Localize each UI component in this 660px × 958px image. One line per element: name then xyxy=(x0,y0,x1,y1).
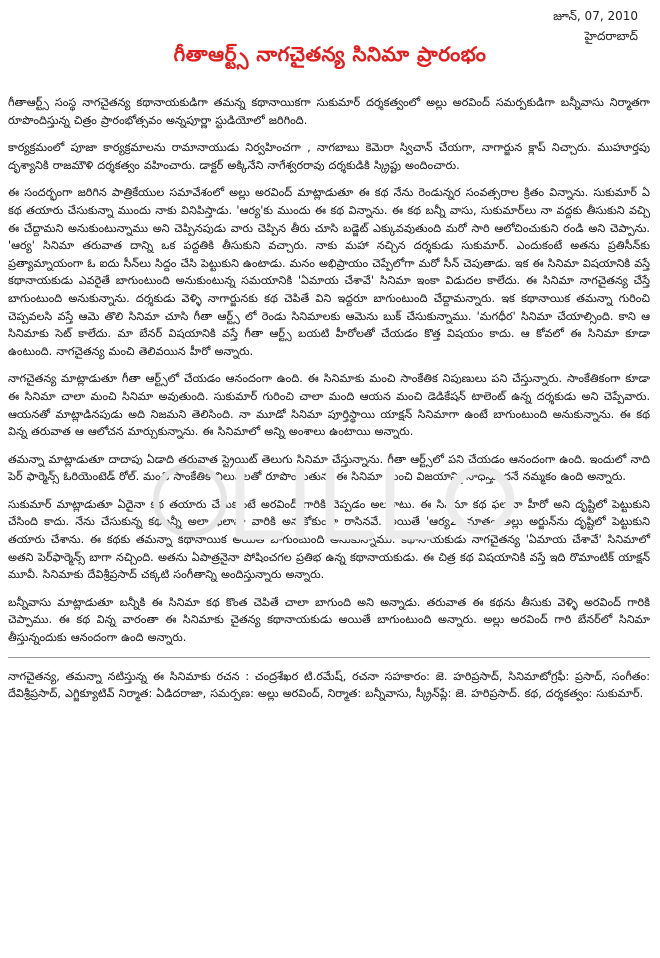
article-title: గీతాఆర్ట్స్ నాగచైతన్య సినిమా ప్రారంభం xyxy=(173,42,487,66)
paragraph-7: బన్నీవాసు మాట్లాడుతూ బన్నీకి ఈ సినిమా కథ కొంత చెపితే చాలా బాగుంది అని అన్నాడు. తరువాత ఈ కథను తీసుకు వెళ్ళి అరవింద్ గారికి చెప్పాము. ఈ కథ విన్న వారంతా ఈ సినిమాకు చైతన్య కథానాయకుడు అయితే బాగుంటుంది అన్నారు. అల్లు అరవింద్ గారి బేనర్‌లో సినిమా తీస్తున్నందుకు ఆనందంగా ఉంది అన్నారు. xyxy=(8,595,650,645)
paragraph-6: సుకుమార్ మాట్లాడుతూ ఏదైనా కథ తయారు చేసుకుంటే అరవింద్ గారికి చెప్పడం అలవాటు. ఈ సినిమా కథ ఫలానా హీరో అని దృష్టిలో పెట్టుకుని చేసింది కాదు. నేను చేసుకున్న కథలన్నీ అలా ఫలానా వారికి అనుకోకుండా రాసినవే. అయితే 'ఆర్య2' మాత్రం అల్లు అర్జున్‌ను దృష్టిలో పెట్టుకుని తయారు చేశాను. ఈ కథకు తమన్నా కథానాయిక అయితే బాగుంటుంది అనుకున్నాము. కథానాయకుడు నాగచైతన్య 'ఏమాయ చేశావే' సినిమాలో అతని పెర్‌ఫార్మెన్స్ బాగా నచ్చింది. అతను ఏపాత్రనైనా పోషించగల ప్రతిభ ఉన్న కథానాయకుడు. ఈ చిత్ర కథ విషయానికి వస్తే ఇది రొమాంటిక్ యాక్షన్ మూవీ. సినిమాకు దేవిశ్రీప్రసాద్ చక్కటి సంగీతాన్ని అందిస్తున్నారు అన్నారు. xyxy=(8,497,650,582)
credits-paragraph: నాగచైతన్య, తమన్నా నటిస్తున్న ఈ సినిమాకు రచన : చంద్రశేఖర టి.రమేష్, రచనా సహకారం: జె. హరిప్రసాద్, సినిమాటోగ్రఫీ: ప్రసాద్, సంగీతం: దేవిశ్రీప్రసాద్, ఎగ్జిక్యూటివ్ నిర్మాత: ఏడిదరాజా, సమర్పణ: అల్లు అరవింద్, నిర్మాత: బన్నీవాసు, స్క్రీన్‌ప్లే: జె. హరిప్రసాద్. కథ, దర్శకత్వం: సుకుమార్. xyxy=(8,669,650,701)
credits-divider xyxy=(8,657,650,658)
article-body xyxy=(8,94,650,713)
paragraph-2: కార్యక్రమంలో పూజా కార్యక్రమాలను రామానాయుడు నిర్వహించగా , నాగబాబు కెమెరా స్విచాన్ చేయగా, నాగార్జున క్లాప్ నిచ్చారు. ముహూర్తపు దృశ్యానికి రాజమౌళి దర్శకత్వం వహించారు. డాక్టర్ అక్కినేని నాగేశ్వరరావు దర్శకుడికి స్క్రిప్టు అందించారు. xyxy=(8,141,650,172)
paragraph-4: నాగచైతన్య మాట్లాడుతూ గీతా ఆర్ట్స్‌లో చేయడం ఆనందంగా ఉంది. ఈ సినిమాకు మంచి సాంకేతిక నిపుణులు పని చేస్తున్నారు. సాంకేతికంగా కూడా ఈ సినిమా చాలా మంచి సినిమా అవుతుంది. సుకుమార్ గురించి చాలా మంది ఆయన మంచి డెడికేషన్ టాలెంట్ ఉన్న దర్శకుడు అని చెప్పేవారు. ఆయనతో మాట్లాడినపుడు అది నిజమని తెలిసింది. నా మూడో సినిమా పూర్తిస్థాయి యాక్షన్ సినిమాగా ఉంటే బాగుంటుంది అనుకున్నాను. ఈ కథ విన్న తరువాత ఆ ఆలోచన మార్చుకున్నాను. ఈ సినిమాలో అన్ని అంశాలు ఉంటాయి అన్నారు. xyxy=(8,372,650,439)
article-date: జూన్, 07, 2010 xyxy=(553,9,638,23)
paragraph-5: తమన్నా మాట్లాడుతూ దాదాపు ఏడాది తరువాత స్ట్రెయిట్ తెలుగు సినిమా చేస్తున్నాను. గీతా ఆర్ట్స్‌లో పని చేయడం ఆనందంగా ఉంది. ఇందులో నాది పెర్ ఫార్మెన్స్ ఓరియెంటెడ్ రోల్. మంచి సాంకేతిక విలువలతో రూపొందుతున్న ఈ సినిమా మంచి విజయాన్ని సాధిస్తుందనే నమ్మకం ఉంది అన్నారు. xyxy=(8,452,650,484)
paragraph-1: గీతాఆర్ట్స్ సంస్థ నాగచైతన్య కథానాయకుడిగా తమన్న కథానాయికగా సుకుమార్ దర్శకత్వంలో అల్లు అరవింద్ సమర్పకుడిగా బన్నీవాసు నిర్మాతగా రూపొందిస్తున్న చిత్రం ప్రారంభోత్సవం అన్నపూర్ణా స్టుడియోలో జరిగింది. xyxy=(8,96,650,127)
article-location: హైదరాబాద్ xyxy=(584,29,638,43)
article-meta xyxy=(553,6,638,46)
paragraph-3: ఈ సందర్భంగా జరిగిన పాత్రికేయుల సమావేశంలో అల్లు అరవింద్ మాట్లాడుతూ ఈ కథ నేను రెండున్నర సంవత్సరాల క్రితం విన్నాను. సుకుమార్ ఏ కథ తయారు చేసుకున్నా ముందు నాకు వినిపిస్తాడు. 'ఆర్య'కు ముందు ఈ కథ విన్నాను. ఈ కథ బన్నీ వాసు, సుకుమార్‌లు నా వద్దకు తీసుకుని వచ్చి ఈ చేద్దామని అనుకుంటున్నాము అని చెప్పినపుడు వారు చెప్పిన తీరు చూసి బడ్జెట్ ఎక్కువవుతుంది మరో సారి ఆలోచించుకుని రండి అని చెప్పాను. 'ఆర్య' సినిమా తరువాత దాన్ని ఒక పద్దతికి తీసుకుని వచ్చారు. నాకు మహా నచ్చిన దర్శకుడు సుకుమార్. ఎందుకంటే అతను ప్రతిసీన్‌కు ప్రత్యామ్నాయంగా ఓ ఐదు సీన్‌లు సిద్దం చేసి పెట్టుకుని ఉంటాడు. మనం అభిప్రాయం చెప్పేలోగా మరో సీన్ చెపుతాడు. ఇక ఈ సినిమా విషయానికి వస్తే కథానాయకుడు ఎవరైతే బాగుంటుంది అనుకుంటున్న సమయానికి 'ఏమాయ చేశావే' సినిమా ఇంకా విడుదల కాలేదు. ఈ సినిమా నాగచైతన్య చేస్తే బాగుంటుంది అనుకున్నాను. దర్శకుడు వెళ్ళి నాగార్జునకు కథ చెపితే విని ఇద్దరూ బాగుంటుంది చేద్దామన్నారు. ఇక కథానాయిక తమన్నా గురించి చెప్పవలసి వస్తే ఆమె తొలి సినిమా చూసి గీతా ఆర్ట్స్ లో రెండు సినిమాలకు ఆమెను బుక్ చేసుకున్నాము. 'మగధీర' సినిమా చేయాల్సింది. కాని ఆ సినిమాకు సెట్ కాలేదు. మా బేనర్ విషయానికి వస్తే గీతా ఆర్ట్స్ బయటి హీరోలతో చేయడం కొత్త విషయం కాదు. ఆ కోవలో ఈ సినిమా కూడా ఉంటుంది. నాగచైతన్య మంచి తెలివయిన హీరో అన్నారు. xyxy=(8,186,650,358)
